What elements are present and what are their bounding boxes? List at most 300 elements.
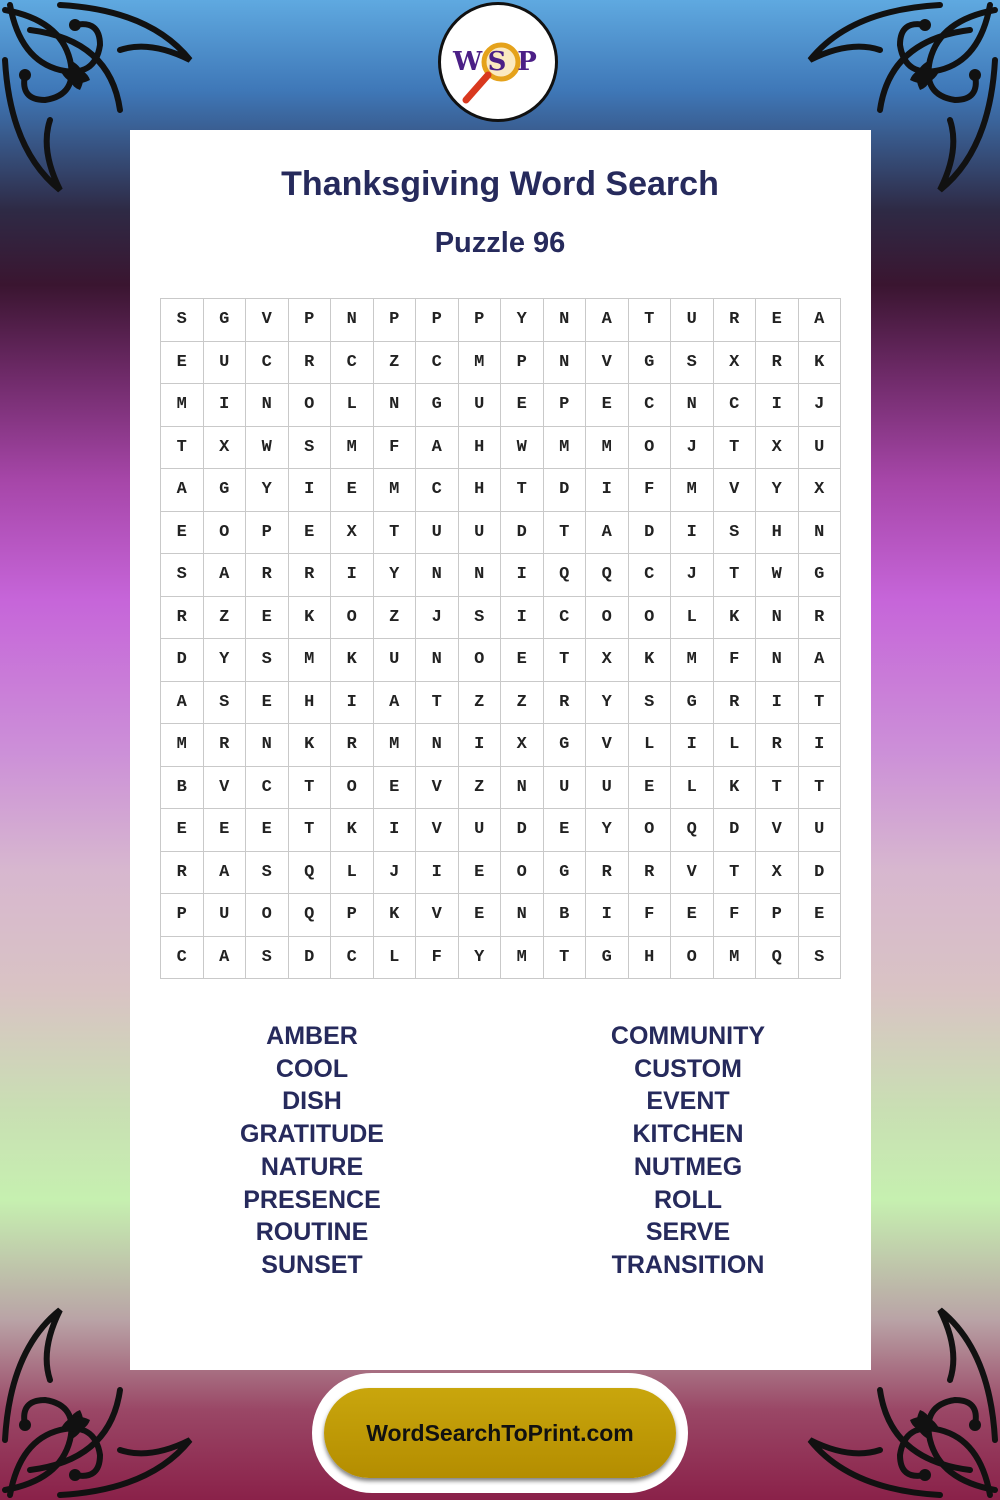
grid-cell[interactable]: I — [586, 469, 629, 512]
grid-cell[interactable]: G — [671, 681, 714, 724]
grid-cell[interactable]: N — [458, 554, 501, 597]
grid-cell[interactable]: C — [331, 341, 374, 384]
grid-cell[interactable]: O — [671, 936, 714, 979]
grid-cell[interactable]: A — [416, 426, 459, 469]
grid-cell[interactable]: D — [543, 469, 586, 512]
logo-letter: S — [487, 47, 509, 77]
grid-cell[interactable]: M — [543, 426, 586, 469]
grid-cell[interactable]: D — [713, 809, 756, 852]
word-list-item: DISH — [282, 1087, 342, 1116]
grid-cell[interactable]: S — [246, 936, 289, 979]
grid-cell[interactable]: E — [458, 851, 501, 894]
grid-cell[interactable]: S — [458, 596, 501, 639]
grid-cell[interactable]: D — [798, 851, 841, 894]
grid-cell[interactable]: I — [458, 724, 501, 767]
grid-cell[interactable]: U — [671, 299, 714, 342]
grid-cell[interactable]: V — [416, 809, 459, 852]
grid-cell[interactable]: S — [798, 936, 841, 979]
grid-cell[interactable]: Z — [458, 766, 501, 809]
grid-cell[interactable]: M — [331, 426, 374, 469]
grid-cell[interactable]: U — [798, 426, 841, 469]
grid-cell[interactable]: K — [628, 639, 671, 682]
grid-cell[interactable]: M — [586, 426, 629, 469]
grid-cell[interactable]: Y — [586, 809, 629, 852]
logo-letters — [441, 47, 555, 77]
grid-cell[interactable]: C — [543, 596, 586, 639]
grid-cell[interactable]: I — [331, 554, 374, 597]
grid-cell[interactable]: Y — [246, 469, 289, 512]
grid-cell[interactable]: I — [501, 596, 544, 639]
word-list-item: SERVE — [645, 1218, 731, 1247]
grid-cell[interactable]: L — [628, 724, 671, 767]
grid-cell[interactable]: R — [798, 596, 841, 639]
grid-cell[interactable]: V — [586, 341, 629, 384]
word-list-item: NATURE — [260, 1152, 364, 1181]
grid-cell[interactable]: M — [161, 724, 204, 767]
grid-row — [161, 384, 841, 427]
word-list-right — [563, 1020, 813, 1282]
grid-cell[interactable]: M — [288, 639, 331, 682]
word-list-item: PRESENCE — [243, 1185, 381, 1214]
grid-cell[interactable]: A — [586, 511, 629, 554]
grid-cell[interactable]: S — [628, 681, 671, 724]
grid-cell[interactable]: E — [246, 596, 289, 639]
letter-grid — [160, 298, 841, 979]
grid-cell[interactable]: W — [246, 426, 289, 469]
grid-cell[interactable]: D — [628, 511, 671, 554]
grid-cell[interactable]: C — [713, 384, 756, 427]
grid-cell[interactable]: A — [798, 639, 841, 682]
grid-cell[interactable]: R — [713, 681, 756, 724]
grid-cell[interactable]: K — [331, 639, 374, 682]
grid-cell[interactable]: A — [373, 681, 416, 724]
grid-cell[interactable]: R — [161, 596, 204, 639]
grid-cell[interactable]: T — [288, 809, 331, 852]
grid-cell[interactable]: K — [798, 341, 841, 384]
grid-row — [161, 936, 841, 979]
grid-cell[interactable]: B — [161, 766, 204, 809]
grid-cell[interactable]: S — [203, 681, 246, 724]
grid-cell[interactable]: L — [671, 596, 714, 639]
grid-cell[interactable]: E — [203, 809, 246, 852]
grid-cell[interactable]: F — [416, 936, 459, 979]
grid-cell[interactable]: J — [671, 426, 714, 469]
grid-cell[interactable]: O — [586, 596, 629, 639]
grid-cell[interactable]: R — [161, 851, 204, 894]
grid-cell[interactable]: U — [586, 766, 629, 809]
website-button[interactable] — [324, 1388, 676, 1478]
grid-cell[interactable]: M — [458, 341, 501, 384]
grid-cell[interactable]: E — [756, 299, 799, 342]
grid-cell[interactable]: D — [288, 936, 331, 979]
grid-cell[interactable]: T — [416, 681, 459, 724]
grid-cell[interactable]: X — [501, 724, 544, 767]
grid-cell[interactable]: T — [501, 469, 544, 512]
logo-letter: P — [517, 47, 539, 77]
grid-cell[interactable]: V — [416, 894, 459, 937]
grid-row — [161, 724, 841, 767]
grid-cell[interactable]: T — [798, 766, 841, 809]
word-list-item: AMBER — [266, 1022, 358, 1050]
grid-cell[interactable]: E — [798, 894, 841, 937]
grid-cell[interactable]: F — [713, 894, 756, 937]
grid-cell[interactable]: C — [246, 341, 289, 384]
grid-cell[interactable]: H — [458, 426, 501, 469]
grid-row — [161, 851, 841, 894]
grid-cell[interactable]: P — [161, 894, 204, 937]
grid-cell[interactable]: U — [373, 639, 416, 682]
grid-cell[interactable]: T — [756, 766, 799, 809]
grid-cell[interactable]: S — [246, 851, 289, 894]
grid-cell[interactable]: Q — [671, 809, 714, 852]
grid-cell[interactable]: V — [586, 724, 629, 767]
grid-cell[interactable]: G — [543, 851, 586, 894]
grid-cell[interactable]: J — [373, 851, 416, 894]
grid-cell[interactable]: R — [628, 851, 671, 894]
grid-cell[interactable]: Q — [543, 554, 586, 597]
word-list-item: COOL — [275, 1054, 349, 1083]
grid-cell[interactable]: E — [161, 809, 204, 852]
grid-cell[interactable]: Z — [458, 681, 501, 724]
grid-row — [161, 681, 841, 724]
grid-cell[interactable]: R — [586, 851, 629, 894]
grid-cell[interactable]: S — [288, 426, 331, 469]
puzzle-number: Puzzle 96 — [434, 227, 566, 259]
grid-cell[interactable]: I — [501, 554, 544, 597]
grid-cell[interactable]: E — [331, 469, 374, 512]
grid-row — [161, 596, 841, 639]
grid-cell[interactable]: X — [756, 851, 799, 894]
grid-cell[interactable]: A — [161, 681, 204, 724]
grid-cell[interactable]: X — [756, 426, 799, 469]
word-list-item: SUNSET — [261, 1250, 363, 1279]
grid-cell[interactable]: T — [713, 554, 756, 597]
grid-cell[interactable]: G — [203, 469, 246, 512]
grid-cell[interactable]: Z — [373, 596, 416, 639]
grid-cell[interactable]: U — [798, 809, 841, 852]
word-list-item: ROLL — [653, 1185, 723, 1214]
grid-cell[interactable]: E — [288, 511, 331, 554]
grid-cell[interactable]: H — [628, 936, 671, 979]
grid-cell[interactable]: O — [458, 639, 501, 682]
grid-cell[interactable]: O — [628, 809, 671, 852]
grid-cell[interactable]: R — [756, 341, 799, 384]
grid-cell[interactable]: T — [798, 681, 841, 724]
grid-cell[interactable]: T — [373, 511, 416, 554]
grid-cell[interactable]: N — [246, 384, 289, 427]
grid-cell[interactable]: Z — [203, 596, 246, 639]
grid-row — [161, 299, 841, 342]
grid-cell[interactable]: P — [756, 894, 799, 937]
grid-cell[interactable]: C — [416, 469, 459, 512]
word-list-left — [187, 1020, 437, 1282]
grid-cell[interactable]: F — [373, 426, 416, 469]
grid-cell[interactable]: Y — [586, 681, 629, 724]
grid-cell[interactable]: G — [628, 341, 671, 384]
grid-cell[interactable]: N — [501, 766, 544, 809]
grid-cell[interactable]: W — [501, 426, 544, 469]
grid-cell[interactable]: K — [713, 596, 756, 639]
grid-cell[interactable]: X — [586, 639, 629, 682]
grid-cell[interactable]: U — [416, 511, 459, 554]
grid-cell[interactable]: I — [798, 724, 841, 767]
grid-cell[interactable]: Z — [501, 681, 544, 724]
grid-cell[interactable]: U — [458, 511, 501, 554]
grid-cell[interactable]: P — [543, 384, 586, 427]
grid-cell[interactable]: O — [331, 766, 374, 809]
grid-cell[interactable]: O — [288, 384, 331, 427]
grid-cell[interactable]: E — [373, 766, 416, 809]
grid-cell[interactable]: P — [246, 511, 289, 554]
grid-cell[interactable]: O — [501, 851, 544, 894]
grid-cell[interactable]: D — [501, 511, 544, 554]
grid-cell[interactable]: X — [203, 426, 246, 469]
word-list-item: CUSTOM — [634, 1054, 742, 1083]
grid-cell[interactable]: A — [203, 851, 246, 894]
grid-cell[interactable]: N — [543, 341, 586, 384]
grid-cell[interactable]: R — [713, 299, 756, 342]
grid-row — [161, 809, 841, 852]
grid-cell[interactable]: P — [416, 299, 459, 342]
site-logo[interactable] — [438, 2, 558, 122]
grid-cell[interactable]: R — [288, 554, 331, 597]
grid-cell[interactable]: T — [543, 639, 586, 682]
grid-cell[interactable]: Y — [458, 936, 501, 979]
grid-cell[interactable]: I — [416, 851, 459, 894]
grid-cell[interactable]: P — [458, 299, 501, 342]
grid-cell[interactable]: N — [543, 299, 586, 342]
grid-cell[interactable]: E — [501, 384, 544, 427]
grid-cell[interactable]: J — [671, 554, 714, 597]
grid-cell[interactable]: T — [713, 426, 756, 469]
grid-row — [161, 894, 841, 937]
grid-cell[interactable]: O — [331, 596, 374, 639]
grid-cell[interactable]: R — [288, 341, 331, 384]
grid-cell[interactable]: F — [628, 469, 671, 512]
grid-cell[interactable]: Y — [203, 639, 246, 682]
grid-cell[interactable]: I — [756, 384, 799, 427]
grid-row — [161, 341, 841, 384]
grid-cell[interactable]: T — [543, 936, 586, 979]
grid-row — [161, 766, 841, 809]
grid-cell[interactable]: T — [543, 511, 586, 554]
grid-cell[interactable]: I — [671, 724, 714, 767]
website-label: WordSearchToPrint.com — [366, 1419, 634, 1446]
grid-row — [161, 639, 841, 682]
grid-cell[interactable]: G — [416, 384, 459, 427]
grid-cell[interactable]: I — [586, 894, 629, 937]
grid-cell[interactable]: O — [203, 511, 246, 554]
grid-cell[interactable]: N — [416, 724, 459, 767]
grid-cell[interactable]: K — [288, 596, 331, 639]
grid-cell[interactable]: X — [331, 511, 374, 554]
grid-cell[interactable]: L — [713, 724, 756, 767]
grid-cell[interactable]: X — [713, 341, 756, 384]
grid-cell[interactable]: T — [161, 426, 204, 469]
grid-cell[interactable]: Y — [501, 299, 544, 342]
grid-cell[interactable]: M — [161, 384, 204, 427]
grid-cell[interactable]: L — [331, 851, 374, 894]
grid-cell[interactable]: E — [543, 809, 586, 852]
grid-cell[interactable]: Y — [373, 554, 416, 597]
grid-cell[interactable]: E — [161, 511, 204, 554]
grid-cell[interactable]: N — [756, 639, 799, 682]
grid-cell[interactable]: M — [671, 639, 714, 682]
word-list-item: COMMUNITY — [610, 1022, 766, 1050]
grid-cell[interactable]: P — [373, 299, 416, 342]
grid-cell[interactable]: L — [671, 766, 714, 809]
grid-cell[interactable]: M — [713, 936, 756, 979]
grid-cell[interactable]: B — [543, 894, 586, 937]
grid-cell[interactable]: C — [161, 936, 204, 979]
grid-cell[interactable]: U — [458, 384, 501, 427]
grid-cell[interactable]: N — [756, 596, 799, 639]
grid-cell[interactable]: K — [713, 766, 756, 809]
grid-cell[interactable]: V — [756, 809, 799, 852]
grid-cell[interactable]: U — [203, 341, 246, 384]
grid-cell[interactable]: K — [331, 809, 374, 852]
grid-cell[interactable]: V — [203, 766, 246, 809]
grid-cell[interactable]: F — [628, 894, 671, 937]
grid-cell[interactable]: I — [331, 681, 374, 724]
grid-cell[interactable]: U — [458, 809, 501, 852]
grid-cell[interactable]: P — [501, 341, 544, 384]
grid-cell[interactable]: N — [671, 384, 714, 427]
grid-cell[interactable]: U — [203, 894, 246, 937]
grid-cell[interactable]: S — [161, 554, 204, 597]
grid-cell[interactable]: C — [331, 936, 374, 979]
grid-cell[interactable]: D — [501, 809, 544, 852]
grid-cell[interactable]: C — [416, 341, 459, 384]
grid-cell[interactable]: W — [756, 554, 799, 597]
grid-cell[interactable]: C — [628, 554, 671, 597]
grid-cell[interactable]: F — [713, 639, 756, 682]
grid-cell[interactable]: C — [246, 766, 289, 809]
grid-cell[interactable]: N — [798, 511, 841, 554]
grid-cell[interactable]: I — [203, 384, 246, 427]
grid-cell[interactable]: E — [161, 341, 204, 384]
grid-cell[interactable]: R — [246, 554, 289, 597]
grid-cell[interactable]: E — [458, 894, 501, 937]
grid-cell[interactable]: O — [246, 894, 289, 937]
grid-cell[interactable]: T — [713, 851, 756, 894]
grid-cell[interactable]: Q — [288, 894, 331, 937]
grid-cell[interactable]: N — [501, 894, 544, 937]
grid-cell[interactable]: A — [203, 554, 246, 597]
grid-cell[interactable]: J — [798, 384, 841, 427]
grid-cell[interactable]: C — [628, 384, 671, 427]
grid-cell[interactable]: U — [543, 766, 586, 809]
grid-cell[interactable]: S — [713, 511, 756, 554]
grid-cell[interactable]: R — [756, 724, 799, 767]
grid-cell[interactable]: K — [373, 894, 416, 937]
grid-cell[interactable]: O — [628, 596, 671, 639]
word-list-item: ROUTINE — [255, 1218, 369, 1247]
grid-cell[interactable]: G — [203, 299, 246, 342]
grid-cell[interactable]: L — [331, 384, 374, 427]
grid-cell[interactable]: E — [628, 766, 671, 809]
grid-cell[interactable]: Q — [756, 936, 799, 979]
grid-cell[interactable]: I — [288, 469, 331, 512]
grid-cell[interactable]: J — [416, 596, 459, 639]
word-list-item: GRATITUDE — [240, 1120, 384, 1149]
grid-cell[interactable]: S — [671, 341, 714, 384]
grid-cell[interactable]: M — [501, 936, 544, 979]
grid-cell[interactable]: D — [161, 639, 204, 682]
grid-cell[interactable]: N — [416, 639, 459, 682]
grid-cell[interactable]: T — [628, 299, 671, 342]
grid-cell[interactable]: X — [798, 469, 841, 512]
grid-row — [161, 511, 841, 554]
word-list-item: TRANSITION — [611, 1250, 765, 1279]
page-title: Thanksgiving Word Search — [281, 165, 719, 203]
word-list-item: KITCHEN — [632, 1120, 744, 1149]
grid-row — [161, 554, 841, 597]
grid-row — [161, 426, 841, 469]
grid-cell[interactable]: O — [628, 426, 671, 469]
grid-cell[interactable]: N — [246, 724, 289, 767]
grid-cell[interactable]: A — [203, 936, 246, 979]
grid-cell[interactable]: S — [246, 639, 289, 682]
grid-cell[interactable]: V — [671, 851, 714, 894]
grid-cell[interactable]: R — [543, 681, 586, 724]
grid-cell[interactable]: G — [586, 936, 629, 979]
grid-cell[interactable]: V — [416, 766, 459, 809]
grid-cell[interactable]: E — [586, 384, 629, 427]
logo-letter: W — [453, 47, 485, 77]
word-list-item: NUTMEG — [633, 1152, 743, 1181]
grid-cell[interactable]: G — [798, 554, 841, 597]
grid-cell[interactable]: R — [331, 724, 374, 767]
grid-cell[interactable]: M — [671, 469, 714, 512]
grid-cell[interactable]: Q — [586, 554, 629, 597]
grid-cell[interactable]: A — [161, 469, 204, 512]
grid-cell[interactable]: P — [331, 894, 374, 937]
grid-cell[interactable]: G — [543, 724, 586, 767]
grid-cell[interactable]: E — [246, 681, 289, 724]
grid-cell[interactable]: H — [756, 511, 799, 554]
word-list-item: EVENT — [646, 1087, 730, 1116]
grid-cell[interactable]: M — [373, 469, 416, 512]
grid-cell[interactable]: Y — [756, 469, 799, 512]
grid-cell[interactable]: M — [373, 724, 416, 767]
grid-cell[interactable]: Q — [288, 851, 331, 894]
grid-cell[interactable]: A — [798, 299, 841, 342]
grid-cell[interactable]: I — [756, 681, 799, 724]
grid-cell[interactable]: N — [373, 384, 416, 427]
grid-cell[interactable]: E — [501, 639, 544, 682]
grid-cell[interactable]: H — [458, 469, 501, 512]
grid-cell[interactable]: N — [331, 299, 374, 342]
grid-cell[interactable]: K — [288, 724, 331, 767]
grid-cell[interactable]: V — [713, 469, 756, 512]
grid-row — [161, 469, 841, 512]
grid-cell[interactable]: H — [288, 681, 331, 724]
grid-cell[interactable]: S — [161, 299, 204, 342]
grid-cell[interactable]: R — [203, 724, 246, 767]
grid-cell[interactable]: Z — [373, 341, 416, 384]
grid-cell[interactable]: E — [246, 809, 289, 852]
grid-cell[interactable]: I — [373, 809, 416, 852]
grid-cell[interactable]: V — [246, 299, 289, 342]
grid-cell[interactable]: P — [288, 299, 331, 342]
grid-cell[interactable]: I — [671, 511, 714, 554]
grid-cell[interactable]: N — [416, 554, 459, 597]
grid-cell[interactable]: T — [288, 766, 331, 809]
grid-cell[interactable]: A — [586, 299, 629, 342]
grid-cell[interactable]: E — [671, 894, 714, 937]
grid-cell[interactable]: L — [373, 936, 416, 979]
